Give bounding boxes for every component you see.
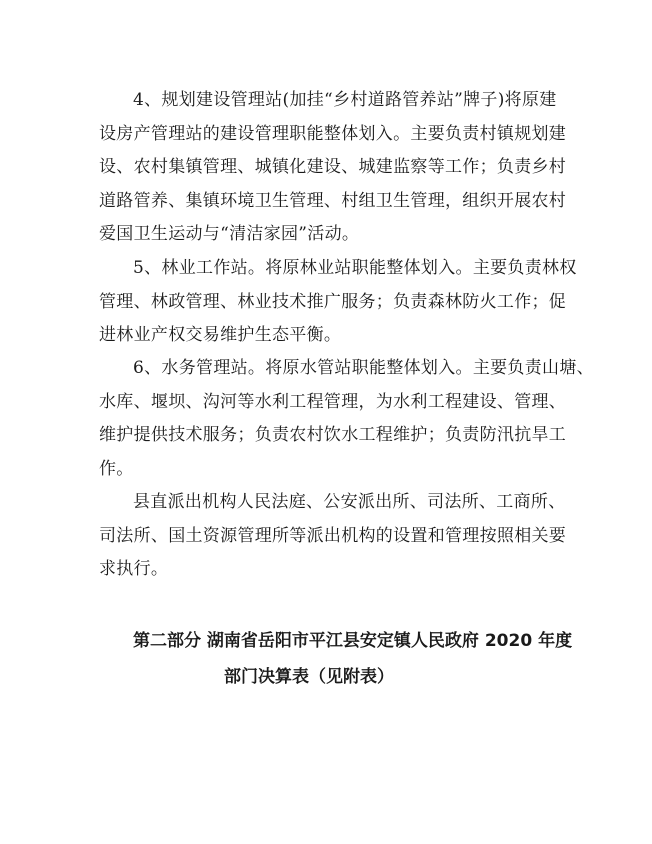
section-heading-line-2: 部门决算表（见附表） xyxy=(224,667,394,687)
text-line: 5、林业工作站。将原林业站职能整体划入。主要负责林权 xyxy=(133,258,577,278)
text-line: 管理、林政管理、林业技术推广服务；负责森林防火工作；促 xyxy=(99,291,567,312)
text-line: 县直派出机构人民法庭、公安派出所、司法所、工商所、 xyxy=(133,492,566,512)
text-line: 设、农村集镇管理、城镇化建设、城建监察等工作；负责乡村 xyxy=(99,157,567,177)
paragraph-planning-station xyxy=(99,84,567,252)
section-heading-line-1: 第二部分 湖南省岳阳市平江县安定镇人民政府 2020 年度 xyxy=(133,631,573,651)
text-line: 维护提供技术服务；负责农村饮水工程维护；负责防汛抗旱工 xyxy=(99,425,567,445)
text-line: 道路管养、集镇环境卫生管理、村组卫生管理，组织开展农村 xyxy=(99,190,567,211)
paragraph-water-station xyxy=(99,352,594,486)
paragraph-dispatched-agencies xyxy=(99,486,567,587)
text-line: 求执行。 xyxy=(99,559,169,579)
text-line: 司法所、国土资源管理所等派出机构的设置和管理按照相关要 xyxy=(99,525,567,546)
text-line: 4、规划建设管理站(加挂“乡村道路管养站”牌子)将原建 xyxy=(133,90,557,110)
text-line: 6、水务管理站。将原水管站职能整体划入。主要负责山塘、 xyxy=(133,358,594,378)
text-line: 水库、堰坝、沟河等水利工程管理，为水利工程建设、管理、 xyxy=(99,391,567,412)
paragraph-forestry-station xyxy=(99,252,577,353)
text-line: 进林业产权交易维护生态平衡。 xyxy=(99,325,342,345)
text-line: 爱国卫生运动与“清洁家园”活动。 xyxy=(99,224,360,244)
text-line: 设房产管理站的建设管理职能整体划入。主要负责村镇规划建 xyxy=(99,123,567,144)
text-line: 作。 xyxy=(99,458,134,479)
